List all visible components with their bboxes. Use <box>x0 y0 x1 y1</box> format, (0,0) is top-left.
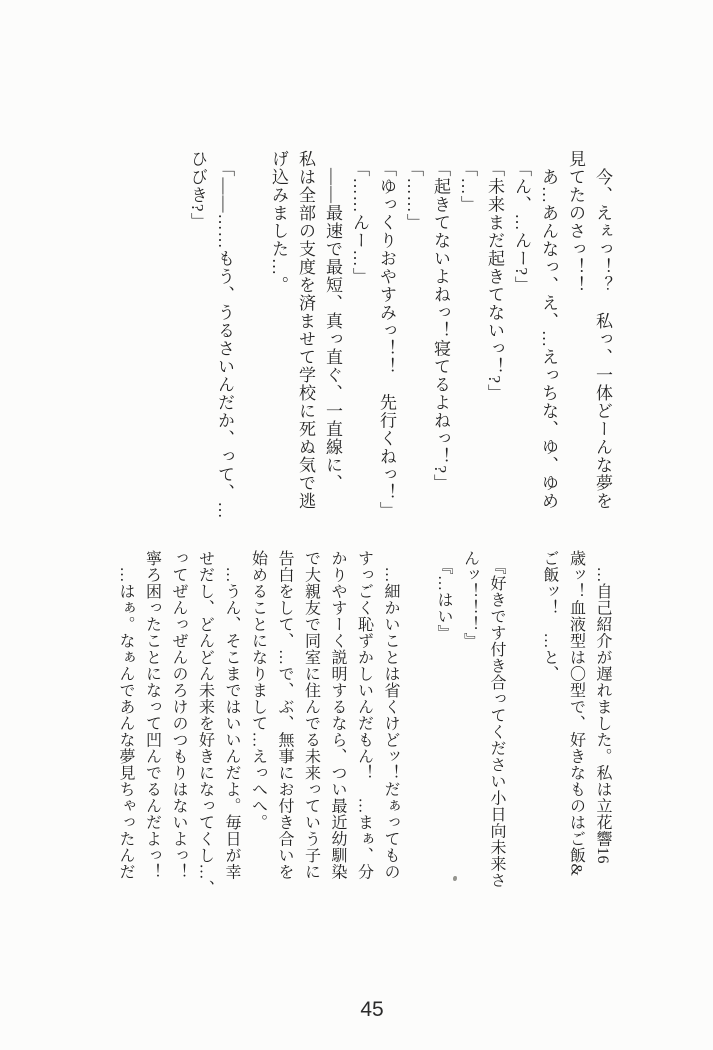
text-line: 今、えぇっ！？ 私っ、一体どーんな夢を <box>593 150 612 510</box>
text-line: 「ゆっくりおやすみっ！！ 先行くねっ！」 <box>377 150 396 520</box>
text-line: 歳ッ！血液型は〇型で、好きなものはご飯& <box>567 550 585 877</box>
text-line: ひびき?」 <box>188 150 207 231</box>
text-line: 「起きてないよねっ！寝てるよねっ！?」 <box>431 150 450 493</box>
text-line: すっごく恥ずかしいんだもん！ …まぁ、分 <box>355 550 373 880</box>
text-line: あ…あんなっ、え、…えっちな、ゆ、ゆめ <box>539 150 558 510</box>
text-line: せだし、どんどん未来を好きになってくし…、 <box>196 550 214 897</box>
text-line: ってぜんっぜんのろけのつもりはないよっ！ <box>170 550 187 880</box>
text-line: 「――……もう、うるさいんだか、って、… <box>215 150 234 520</box>
text-line: 「……んー…」 <box>350 150 369 286</box>
text-line: かりやすーく説明するなら、つい最近幼馴染 <box>329 550 346 880</box>
text-line: …細かいことは省くけどッ！だぁってもの <box>382 550 399 880</box>
page-number: 45 <box>360 998 384 1021</box>
text-line: 告白をして、…で、ぶ、無事にお付き合いを <box>276 550 293 880</box>
text-line <box>509 550 536 902</box>
text-line: 見てたのさっ！！ <box>566 150 585 294</box>
text-line: …自己紹介が遅れました。私は立花響16 <box>594 550 611 864</box>
bottom-text-block <box>112 550 616 902</box>
text-line: 「…」 <box>458 150 477 214</box>
text-line <box>238 150 265 522</box>
top-text-block <box>184 150 616 522</box>
text-line: 『好きです付き合ってください小日向未来さ <box>488 550 505 889</box>
text-line: 私は全部の支度を済ませて学校に死ぬ気で逃 <box>296 150 315 510</box>
text-line: 寧ろ困ったことになって凹んでるんだよっ！ <box>143 550 161 880</box>
text-line: 「……」 <box>404 150 423 232</box>
text-line <box>403 550 430 902</box>
text-line: げ込みました…。 <box>269 150 288 294</box>
text-line: 始めることになりまして…えっへへ。 <box>249 550 267 831</box>
text-line: …はぁ。なぁんであんな夢見ちゃったんだ <box>117 550 134 880</box>
text-line: んッ！！！』 <box>461 550 479 649</box>
text-line: 『…はい』 <box>435 550 452 641</box>
text-line: 「ん、…んー?」 <box>512 150 531 295</box>
text-line: ――最速で最短、真っ直ぐ、一直線に、 <box>323 150 342 492</box>
text-line: で大親友で同室に住んでる未来っていう子に <box>302 550 320 880</box>
text-line: 「未来まだ起きてないっ！?」 <box>485 150 504 403</box>
text-line: ご飯ッ！ …と、 <box>541 550 558 682</box>
text-line: …うん、そこまではいいんだよ。毎日が幸 <box>223 550 240 880</box>
